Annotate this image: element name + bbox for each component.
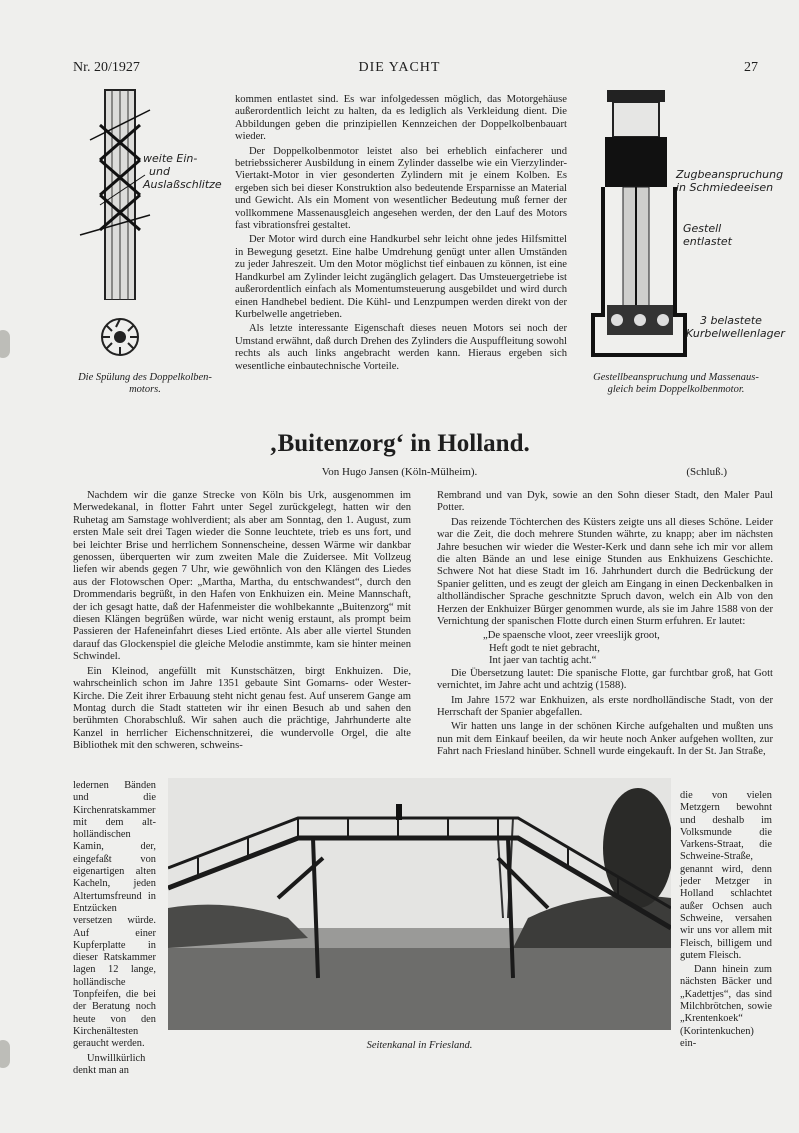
article-right-narrow: die von vielen Metzgern bewohnt und deshalb im Volksmunde die Varkens-Straat, die Schweine-Straße, genannt wird, denn jeder Metzger in Holland schlachtet außer Ochsen auch Schweine, versahen wir uns vor allem mit Fleisch, billigem und gutem Fleisch. Dann hinein zum nächsten Bäcker und „Kadettjes“, das sind Milchbrötchen, sowie „Krentenkoek“ (Korintenkuchen) ein-	[680, 790, 772, 1049]
scavenging-diagram	[90, 315, 150, 360]
article-left-column: Nachdem wir die ganze Strecke von Köln bis Urk, ausgenommen im Merwedekanal, in flotter Fahrt unter Segel zurückgelegt, hatten wir den Ruhetag am Samstage wohlverdient; als aber am Sonntag, den 1. August, zum ersten Male seit drei Tagen wieder die Sonne leuchtete, trieb es uns fort, und bei leichter Brise und herrlichem Sonnenscheine, dessen Wärme wir dankbar genossen, überquerten wir zum zweiten Male die Zuidersee. Mit Vollzeug liefen wir abends gegen 7 Uhr, wie gewöhnlich von den Klängen des Liedes aus der Flotowschen Oper: „Martha, Martha, du entschwandest“, durch den Drommendaris begrüßt, in den Hafen von Enkhuizen ein. Meine Mannschaft, der ich gesagt hatte, daß der Hafenmeister die wohlbekannte „Buitenzorg“ mit diesen Klängen begrüßen würde, war nicht wenig erstaunt, als prompt beim Passieren der Hafeneinfahrt dieses Lied ertönte. Als aber alle viertel Stunden darauf das Glockenspiel die gleiche Melodie anstimmte, kam sie hinter meinen Schwindel. Ein Kleinod, angefüllt mit Kunstschätzen, birgt Enkhuizen. Die, wahrscheinlich schon im Jahre 1351 gebaute Sint Gomarns- oder Wester-Kirche. Die Zeit ihrer Erbauung steht nicht genau fest. Auf unserem Gange am Montag durch die Stadt statteten wir ihr einen Besuch ab und sahen den berühmten Chorabschluß. Wir sahen auch die prächtige, Jahrhunderte alte Kanzel in herrlicher Eichenschnitzerei, die wundervolle Orgel, die alte Bibliothek mit den schweren, schweins-	[73, 490, 411, 752]
conclusion-marker: (Schluß.)	[686, 466, 727, 478]
photo-caption: Seitenkanal in Friesland.	[366, 1040, 473, 1051]
canal-bridge-photo	[168, 778, 671, 1030]
article-title: ‚Buitenzorg‘ in Holland.	[269, 430, 530, 457]
bearing-label: 3 belastete Kurbelwellenlager	[686, 314, 785, 340]
page-number: 27	[744, 60, 758, 75]
magazine-title: DIE YACHT	[358, 60, 441, 75]
right-figure-caption: Gestellbeanspruchung und Massenaus- gleich beim Doppelkolbenmotor.	[593, 372, 759, 395]
issue-number: Nr. 20/1927	[73, 60, 140, 75]
cylinder-port-figure	[70, 85, 230, 300]
binding-hole	[0, 330, 10, 358]
engine-text: kommen entlastet sind. Es war infolgedessen möglich, das Motorgehäuse außerordentlich leicht zu halten, da es lediglich als Verkleidung dient. Die Abbildungen geben die prinzipiellen Kennzeichen der Doppelkolbenbauart wieder. Der Doppelkolbenmotor leistet also bei erheblich einfacherer und betriebssicherer Ausbildung in einem Zylinder dasselbe wie ein Vierzylinder-Viertakt-Motor in vier gesonderten Zylindern mit je einem Kolben. Es ergeben sich bei dieser Konstruktion also bedeutende Ersparnisse an Material und Gewicht. Als ein Moment von wesentlicher Bedeutung muß ferner der vollkommene Massenausgleich angesehen werden, der den Lauf des Motors fast vibrationsfrei gestaltet. Der Motor wird durch eine Handkurbel sehr leicht ohne jedes Hilfsmittel in Bewegung gesetzt. Eine halbe Umdrehung genügt unter allen Umständen zu jeder Jahreszeit. Um den Motor möglichst tief einbauen zu können, ist eine Handkurbel am Zylinder leicht zugänglich gelagert. Das Umsteuergetriebe ist außerordentlich einfach als Momentumsteuerung ausgebildet und wird durch einen Handhebel bedient. Die Kühl- und Lenzpumpen werden direkt von der Kurbelwelle angetrieben. Als letzte interessante Eigenschaft dieses neuen Motors sei noch der Umstand erwähnt, daß durch Drehen des Zylinders die Auspuffleitung sowohl rechts als auch links angebracht werden kann. Hieraus ergeben sich wesentliche einbautechnische Vorteile.	[235, 94, 567, 372]
tension-label: Zugbeanspruchung in Schmiedeeisen	[676, 168, 784, 194]
port-label: weite Ein- und Auslaßschlitze	[143, 152, 222, 191]
frame-label: Gestell entlastet	[683, 222, 732, 248]
engine-frame-figure	[585, 85, 695, 360]
article-right-column: Rembrand und van Dyk, sowie an den Sohn dieser Stadt, den Maler Paul Potter. Das reizende Töchterchen des Küsters zeigte uns all dieses Schöne. Leider war die Zeit, die doch mehrere Stunden währte, zu knapp; aber im nächsten Jahre besuchen wir wieder die Wester-Kerk und dann sehe ich mir vor allem die alten Bände an und lese einige Stunden aus Enkhuizens Geschichte. Schwere Not hat diese Stadt im 16. Jahrhundert durch die Bedrückung der Spanier gelitten, und es zeugt der gleich am Eingang in einen Deckenbalken in altholländischer Sprache geschnitzte Spruch davon, welch ein Alb von den Herzen der Enkhuizer Bürger genommen wurde, als sie im Jahre 1588 von der Vernichtung der spanischen Flotte durch einen Sturm erfuhren. Er lautet: „De spaensche vloot, zeer vreeslijk groot, Heft godt te niet gebracht, Int jaer van tachtig acht.“ Die Übersetzung lautet: Die spanische Flotte, gar furchtbar groß, hat Gott vernichtet, im Jahre acht und achtzig (1588). Im Jahre 1572 war Enkhuizen, als erste nordholländische Stadt, von der Herrschaft der Spanier abgefallen. Wir hatten uns lange in der schönen Kirche aufgehalten und mußten uns nun mit dem Einkauf beeilen, da wir heute noch Anker aufgehen wollten, zur Fahrt nach Friesland hinüber. Schnell wurde eingekauft. In der St. Jan Straße,	[437, 490, 773, 758]
left-figure-caption: Die Spülung des Doppelkolben- motors.	[78, 372, 212, 395]
verse: „De spaensche vloot, zeer vreeslijk groot, Heft godt te niet gebracht, Int jaer van tachtig acht.“	[483, 630, 660, 667]
article-left-narrow: ledernen Bänden und die Kirchenratskammer mit dem alt-holländischen Kamin, der, eingefaßt von eigenartigen alten Kacheln, jeden Altertumsfreund in Entzücken versetzen würde. Auf einer Kupferplatte in dieser Ratskammer lagen 12 lange, holländische Tonpfeifen, die bei der Beratung noch heute von den Kirchenältesten geraucht werden. Unwillkürlich denkt man an	[73, 780, 156, 1076]
byline: Von Hugo Jansen (Köln-Mülheim).	[321, 466, 478, 478]
binding-hole	[0, 1040, 10, 1068]
